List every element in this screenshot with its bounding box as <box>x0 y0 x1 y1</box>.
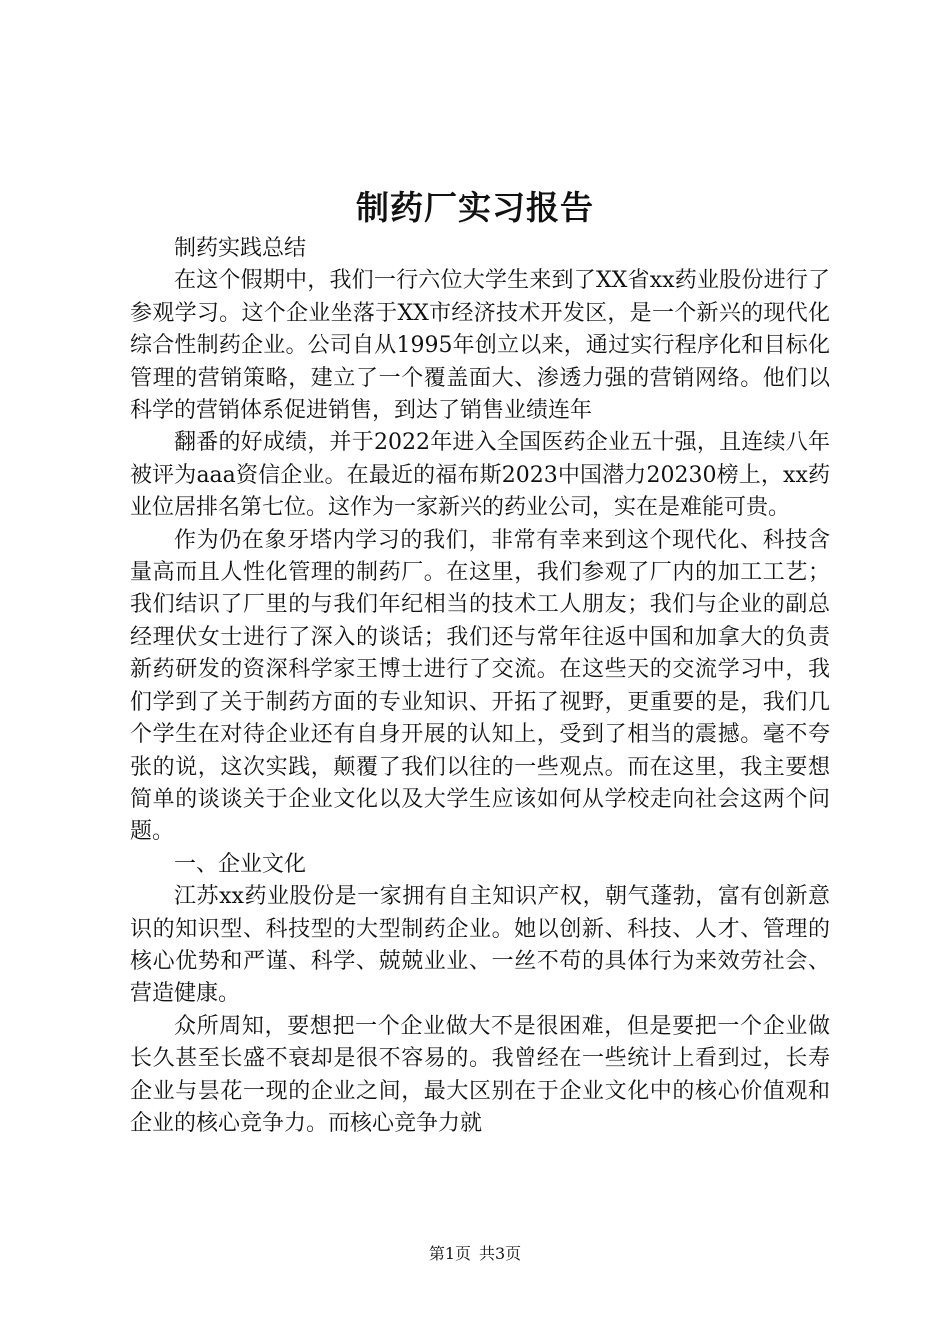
page-footer <box>0 1242 950 1266</box>
paragraph-achievements: 翻番的好成绩，并于2022年进入全国医药企业五十强，且连续八年被评为aaa资信企业。在最近的福布斯2023中国潜力20230榜上，xx药业位居排名第七位。这作为一家新兴的药业公司，实在是难能可贵。 <box>130 430 830 521</box>
page-total: 共3页 <box>479 1244 522 1263</box>
paragraph-company-profile: 江苏xx药业股份是一家拥有自主知识产权，朝气蓬勃，富有创新意识的知识型、科技型的大型制药企业。她以创新、科技、人才、管理的核心优势和严谨、科学、兢兢业业、一丝不苟的具体行为来效劳社会、营造健康。 <box>130 884 830 1007</box>
paragraph-core-values: 众所周知，要想把一个企业做大不是很困难，但是要把一个企业做长久甚至长盛不衰却是很不容易的。我曾经在一些统计上看到过，长寿企业与昙花一现的企业之间，最大区别在于企业文化中的核心价值观和企业的核心竞争力。而核心竞争力就 <box>130 1013 830 1136</box>
paragraph-visit: 作为仍在象牙塔内学习的我们，非常有幸来到这个现代化、科技含量高而且人性化管理的制药厂。在这里，我们参观了厂内的加工工艺；我们结识了厂里的与我们年纪相当的技术工人朋友；我们与企业的副总经理伏女士进行了深入的谈话；我们还与常年往返中国和加拿大的负责新药研发的资深科学家王博士进行了交流。在这些天的交流学习中，我们学到了关于制药方面的专业知识、开拓了视野，更重要的是，我们几个学生在对待企业还有自身开展的认知上，受到了相当的震撼。毫不夸张的说，这次实践，颠覆了我们以往的一些观点。而在这里，我主要想简单的谈谈关于企业文化以及大学生应该如何从学校走向社会这两个问题。 <box>130 527 830 845</box>
section-heading-culture: 一、企业文化 <box>174 851 307 877</box>
paragraph-subtitle: 制药实践总结 <box>174 236 307 261</box>
document-title: 制药厂实习报告 <box>356 188 594 227</box>
paragraph-intro: 在这个假期中，我们一行六位大学生来到了XX省xx药业股份进行了参观学习。这个企业坐落于XX市经济技术开发区，是一个新兴的现代化综合性制药企业。公司自从1995年创立以来，通过实行程序化和目标化管理的营销策略，建立了一个覆盖面大、渗透力强的营销网络。他们以科学的营销体系促进销售，到达了销售业绩连年 <box>130 268 830 424</box>
document-body <box>130 233 830 1140</box>
page-number: 第1页 <box>428 1244 471 1263</box>
